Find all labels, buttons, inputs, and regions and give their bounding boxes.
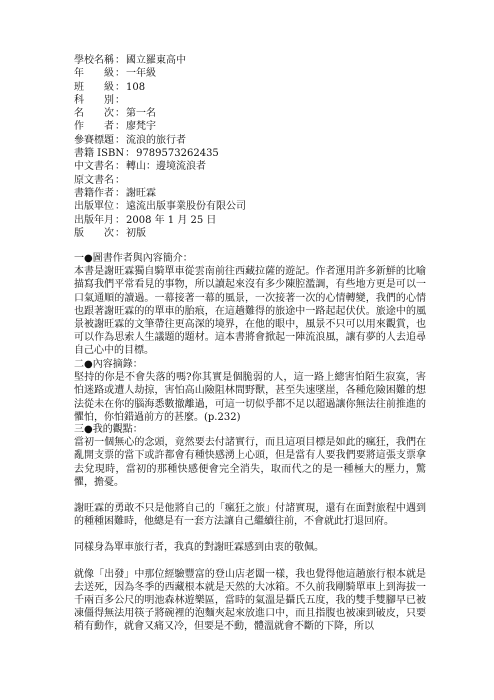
metadata-value: 廖梵宇 (126, 121, 156, 133)
metadata-label: 班 級 (74, 81, 114, 93)
metadata-label: 書籍作者 (74, 187, 114, 199)
metadata-label: 學校名稱 (74, 55, 114, 66)
metadata-value: 轉山：邊境流浪者 (126, 161, 206, 173)
metadata-value: 第一名 (126, 108, 156, 120)
metadata-value: 108 (126, 81, 146, 93)
metadata-row: 中文書名 ： 轉山：邊境流浪者 (74, 161, 206, 173)
metadata-row: 學校名稱 ： 國立羅東高中 (74, 55, 186, 66)
metadata-row: 科 別 ： (74, 94, 125, 106)
metadata-label: 版 次 (74, 227, 114, 239)
metadata-row: 原文書名 ： (74, 174, 125, 186)
metadata-row: 作 者 ： 廖梵宇 (74, 121, 156, 133)
metadata-label: 參賽標題 (74, 134, 114, 146)
metadata-row: 出版單位 ： 遠流出版事業股份有限公司 (74, 201, 246, 213)
metadata-label: 科 別 (74, 94, 114, 106)
metadata-row: 書籍作者 ： 謝旺霖 (74, 187, 156, 199)
metadata-label: 書籍 ISBN (74, 148, 125, 160)
section-heading: 三●我的觀點： (74, 424, 143, 435)
metadata-value: 2008 年 1 月 25 日 (126, 214, 217, 226)
metadata-value: 國立羅東高中 (126, 55, 186, 66)
section-paragraph: 本書是謝旺霖獨自騎單車從雲南前往西藏拉薩的遊記。作者運用許多新鮮的比喻描寫我們平常看見的事物，所以讀起來沒有多少陳腔濫調，有些地方更是可以一口氣通順的讀過。一幕接著一幕的風景，一次接著一次的心情轉變，我們的心情也跟著謝旺霖的的單車的胎痕，在這趟難得的旅途中一路起起伏伏。旅途中的風景被謝旺霖的文筆帶往更高深的境界，在他的眼中，風景不只可以用來觀賞，也可以作為思索人生議題的題材。這本書將會掀起一陣流浪風，讓有夢的人去追尋自己心中的目標。 (74, 266, 426, 357)
metadata-label: 名 次 (74, 108, 114, 120)
metadata-label: 出版年月 (74, 214, 114, 226)
metadata-row: 班 級 ： 108 (74, 81, 146, 93)
metadata-value: 一年級 (126, 68, 156, 80)
metadata-label: 中文書名 (74, 161, 114, 173)
section-paragraph: 同樣身為單車旅行者，我真的對謝旺霖感到由衷的敬佩。 (74, 542, 324, 554)
metadata-row: 年 級 ： 一年級 (74, 68, 156, 80)
section-opinion (74, 423, 426, 634)
metadata-row: 版 次 ： 初版 (74, 227, 146, 239)
metadata-label: 作 者 (74, 121, 114, 133)
metadata-row: 出版年月 ： 2008 年 1 月 25 日 (74, 214, 217, 226)
metadata-label: 出版單位 (74, 201, 114, 213)
metadata-row: 書籍 ISBN ： 9789573262435 (74, 148, 219, 160)
metadata-value: 9789573262435 (136, 148, 219, 160)
section-paragraph: 謝旺霖的勇敢不只是他將自己的「瘋狂之旅」付諸實現，還有在面對旅程中遇到的種種困難時，他總是有一套方法讓自己繼續往前，不會就此打退回府。 (74, 503, 426, 528)
section-paragraph: 就像「出發」中那位經驗豐富的登山店老闆一樣，我也覺得他這趟旅行根本就是去送死，因為冬季的西藏根本就是天然的大冰箱。不久前我剛騎單車上到海拔一千兩百多公尺的明池森林遊樂區，當時的氣溫是攝氏五度，我的雙手雙腳早已被凍僵得無法用筷子將碗裡的泡麵夾起來放進口中，而且指腹也被凍到破皮，只要稍有動作，就會又痛又冷，但要是不動，體溫就會不斷的下降，所以 (74, 568, 426, 633)
section-intro (74, 252, 426, 358)
section-paragraph: 當初一個無心的念頭，竟然要去付諸實行，而且這項目標是如此的瘋狂，我們在亂開支票的當下或許都會有種快感湧上心頭，但是當有人要我們要將這張支票拿去兌現時，當初的那種快感便會完全消失，取而代之的是一種極大的壓力，驚懼，擔憂。 (74, 437, 426, 488)
metadata-value: 謝旺霖 (126, 187, 156, 199)
metadata-value: 初版 (126, 227, 146, 239)
section-paragraph: 堅持的你是不會失落的嗎?你其實是個脆弱的人，這一路上總害怕陌生寂寞，害怕迷路或遭人劫掠，害怕高山險阻林間野獸，甚至失速墜崖，各種危險困難的想法從未在你的腦海悉數撤離過，可這一切似乎都不足以超過讓你無法往前推進的懼怕，你怕錯過前方的甚麼。(p.232) (74, 372, 426, 423)
section-heading: 一●圖書作者與內容簡介： (74, 253, 193, 264)
metadata-row: 名 次 ： 第一名 (74, 108, 156, 120)
metadata-value: 流浪的旅行者 (126, 134, 186, 146)
metadata-block (74, 54, 246, 240)
metadata-label: 年 級 (74, 68, 114, 80)
metadata-value: 遠流出版事業股份有限公司 (126, 201, 246, 213)
metadata-row: 參賽標題 ： 流浪的旅行者 (74, 134, 186, 146)
section-heading: 二●內容摘錄： (74, 359, 143, 370)
section-excerpt (74, 358, 426, 424)
metadata-label: 原文書名 (74, 174, 114, 186)
